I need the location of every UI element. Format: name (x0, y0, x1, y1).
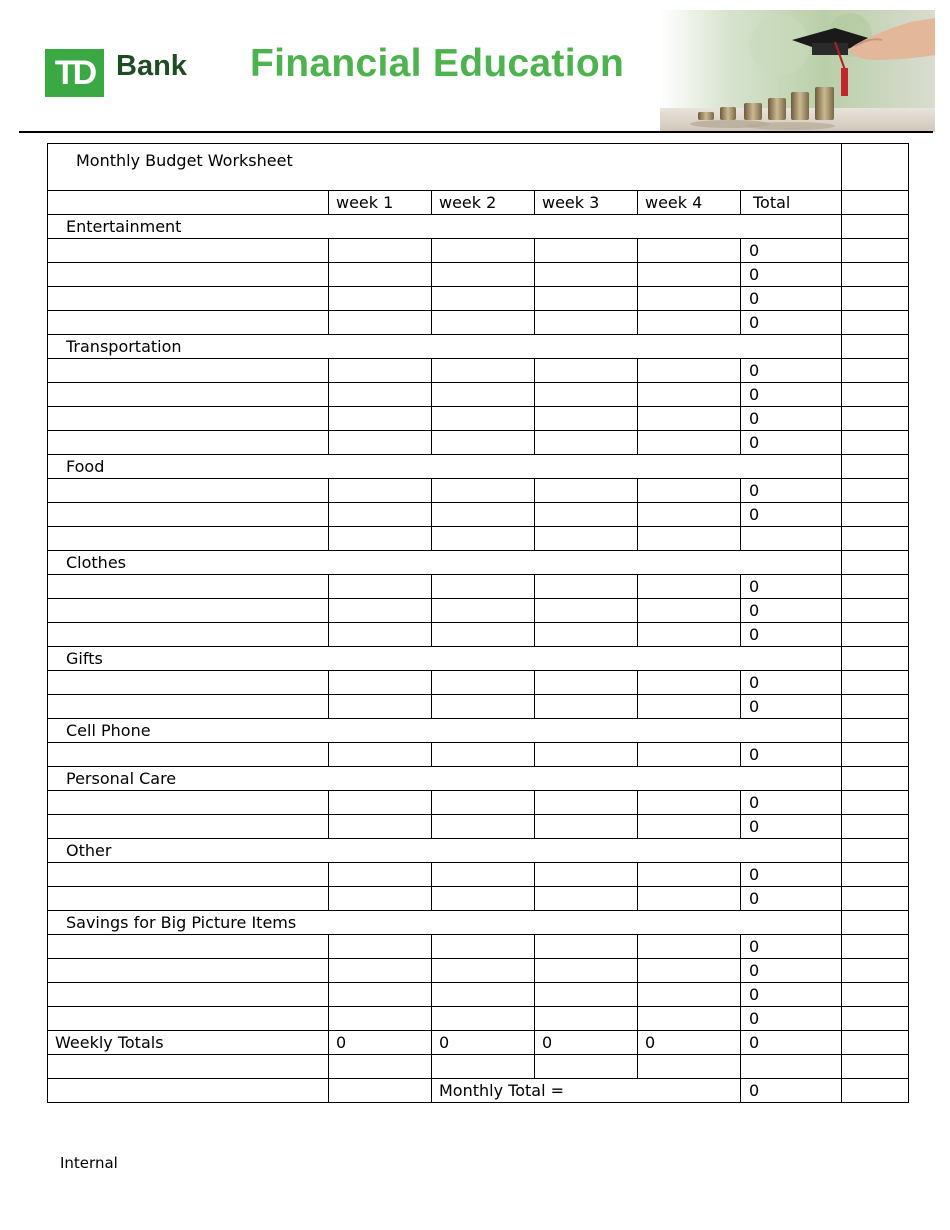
extra-cell (842, 959, 909, 983)
week-4-amount-cell (638, 863, 741, 887)
week-2-amount-cell (432, 863, 535, 887)
extra-cell (842, 791, 909, 815)
line-item-name-cell (48, 479, 329, 503)
week-2-amount-cell (432, 527, 535, 551)
line-total-cell: 0 (741, 287, 842, 311)
week-2-amount-cell (432, 407, 535, 431)
extra-cell (842, 863, 909, 887)
category-header-row (48, 911, 909, 935)
week-4-amount-cell (638, 431, 741, 455)
column-header-week-2: week 2 (432, 191, 535, 215)
week-1-amount-cell (329, 671, 432, 695)
line-total-cell: 0 (741, 383, 842, 407)
week-4-amount-cell (638, 239, 741, 263)
extra-cell (842, 623, 909, 647)
budget-worksheet-table (47, 143, 909, 1103)
line-total-cell: 0 (741, 263, 842, 287)
week-3-amount-cell (535, 527, 638, 551)
week-1-amount-cell (329, 599, 432, 623)
monthly-total-row (48, 1079, 909, 1103)
week-1-amount-cell (329, 959, 432, 983)
blank-cell (432, 1055, 535, 1079)
weekly-totals-label: Weekly Totals (48, 1031, 329, 1055)
extra-cell (842, 815, 909, 839)
line-item-name-cell (48, 791, 329, 815)
extra-cell (842, 144, 909, 191)
week-1-amount-cell (329, 575, 432, 599)
bank-wordmark: Bank (116, 50, 187, 82)
week-2-amount-cell (432, 623, 535, 647)
line-total-cell: 0 (741, 599, 842, 623)
week-4-amount-cell (638, 599, 741, 623)
week-4-amount-cell (638, 407, 741, 431)
category-header-row (48, 839, 909, 863)
category-name: Clothes (48, 551, 842, 575)
week-2-amount-cell (432, 287, 535, 311)
week-3-amount-cell (535, 575, 638, 599)
extra-cell (842, 359, 909, 383)
budget-line-row (48, 791, 909, 815)
extra-cell (842, 575, 909, 599)
week-1-amount-cell (329, 935, 432, 959)
td-logo-mark: TD (54, 54, 95, 92)
category-name: Personal Care (48, 767, 842, 791)
category-header-row (48, 719, 909, 743)
blank-cell (638, 1055, 741, 1079)
classification-label: Internal (60, 1154, 118, 1172)
week-4-amount-cell (638, 959, 741, 983)
week-3-amount-cell (535, 383, 638, 407)
line-total-cell: 0 (741, 743, 842, 767)
line-item-name-cell (48, 695, 329, 719)
line-total-cell: 0 (741, 959, 842, 983)
week-4-amount-cell (638, 815, 741, 839)
week-1-amount-cell (329, 479, 432, 503)
week-3-amount-cell (535, 407, 638, 431)
extra-cell (842, 887, 909, 911)
line-total-cell: 0 (741, 983, 842, 1007)
blank-cell (48, 1055, 329, 1079)
week-1-amount-cell (329, 287, 432, 311)
blank-cell (842, 1055, 909, 1079)
week-4-amount-cell (638, 263, 741, 287)
line-item-name-cell (48, 599, 329, 623)
category-header-row (48, 335, 909, 359)
line-item-name-cell (48, 407, 329, 431)
line-item-name-cell (48, 527, 329, 551)
week-1-amount-cell (329, 359, 432, 383)
extra-cell (842, 215, 909, 239)
week-3-amount-cell (535, 479, 638, 503)
budget-line-row (48, 887, 909, 911)
extra-cell (842, 551, 909, 575)
page-title: Financial Education (250, 42, 625, 85)
budget-line-row (48, 671, 909, 695)
extra-cell (842, 599, 909, 623)
line-total-cell: 0 (741, 935, 842, 959)
week-1-amount-cell (329, 623, 432, 647)
column-header-week-1: week 1 (329, 191, 432, 215)
category-name: Cell Phone (48, 719, 842, 743)
budget-line-row (48, 407, 909, 431)
week-3-amount-cell (535, 959, 638, 983)
line-item-name-cell (48, 815, 329, 839)
week-2-amount-cell (432, 479, 535, 503)
extra-cell (842, 311, 909, 335)
extra-cell (842, 431, 909, 455)
week-4-amount-cell (638, 935, 741, 959)
week-1-amount-cell (329, 527, 432, 551)
graduation-coins-photo (660, 10, 935, 132)
budget-line-row (48, 503, 909, 527)
budget-line-row (48, 743, 909, 767)
line-item-name-cell (48, 863, 329, 887)
budget-line-row (48, 287, 909, 311)
week-2-amount-cell (432, 431, 535, 455)
budget-line-row (48, 863, 909, 887)
budget-line-row (48, 431, 909, 455)
week-4-amount-cell (638, 383, 741, 407)
week-2-amount-cell (432, 239, 535, 263)
week-3-amount-cell (535, 743, 638, 767)
budget-line-row (48, 695, 909, 719)
week-3-amount-cell (535, 287, 638, 311)
week-4-amount-cell (638, 983, 741, 1007)
category-name: Entertainment (48, 215, 842, 239)
week-3-amount-cell (535, 263, 638, 287)
budget-line-row (48, 359, 909, 383)
budget-line-row (48, 623, 909, 647)
budget-line-row (48, 527, 909, 551)
line-item-name-cell (48, 959, 329, 983)
extra-cell (842, 1007, 909, 1031)
td-logo (45, 49, 104, 97)
week-1-amount-cell (329, 791, 432, 815)
week-2-amount-cell (432, 599, 535, 623)
budget-line-row (48, 959, 909, 983)
line-total-cell: 0 (741, 431, 842, 455)
extra-cell (842, 407, 909, 431)
week-1-amount-cell (329, 407, 432, 431)
category-name: Transportation (48, 335, 842, 359)
budget-line-row (48, 935, 909, 959)
extra-cell (842, 239, 909, 263)
line-total-cell: 0 (741, 1007, 842, 1031)
extra-cell (842, 767, 909, 791)
extra-cell (842, 647, 909, 671)
category-name: Gifts (48, 647, 842, 671)
week-4-amount-cell (638, 575, 741, 599)
line-total-cell: 0 (741, 503, 842, 527)
week-2-amount-cell (432, 359, 535, 383)
extra-cell (842, 1079, 909, 1103)
column-header-week-4: week 4 (638, 191, 741, 215)
week-2-amount-cell (432, 791, 535, 815)
week-2-amount-cell (432, 959, 535, 983)
week-1-amount-cell (329, 311, 432, 335)
budget-line-row (48, 983, 909, 1007)
line-total-cell: 0 (741, 815, 842, 839)
weekly-total-week-2: 0 (432, 1031, 535, 1055)
line-total-cell (741, 527, 842, 551)
week-4-amount-cell (638, 671, 741, 695)
weekly-totals-row (48, 1031, 909, 1055)
line-total-cell: 0 (741, 695, 842, 719)
line-item-name-cell (48, 575, 329, 599)
week-4-amount-cell (638, 743, 741, 767)
week-1-amount-cell (329, 815, 432, 839)
line-item-name-cell (48, 239, 329, 263)
week-1-amount-cell (329, 743, 432, 767)
budget-line-row (48, 479, 909, 503)
extra-cell (842, 479, 909, 503)
line-total-cell: 0 (741, 479, 842, 503)
extra-cell (842, 935, 909, 959)
line-item-name-cell (48, 359, 329, 383)
week-4-amount-cell (638, 791, 741, 815)
weekly-grand-total: 0 (741, 1031, 842, 1055)
week-1-amount-cell (329, 887, 432, 911)
line-item-name-cell (48, 503, 329, 527)
week-4-amount-cell (638, 623, 741, 647)
line-item-name-cell (48, 263, 329, 287)
week-2-amount-cell (432, 263, 535, 287)
column-header-total: Total (741, 191, 842, 215)
blank-cell (741, 1055, 842, 1079)
extra-cell (842, 335, 909, 359)
category-header-row (48, 647, 909, 671)
line-total-cell: 0 (741, 575, 842, 599)
line-item-name-cell (48, 935, 329, 959)
week-4-amount-cell (638, 527, 741, 551)
week-1-amount-cell (329, 239, 432, 263)
week-2-amount-cell (432, 983, 535, 1007)
worksheet-title-row (48, 144, 909, 191)
week-3-amount-cell (535, 359, 638, 383)
line-item-name-cell (48, 1007, 329, 1031)
header-divider (19, 131, 933, 133)
line-total-cell: 0 (741, 671, 842, 695)
week-1-amount-cell (329, 503, 432, 527)
line-item-name-cell (48, 623, 329, 647)
line-total-cell: 0 (741, 359, 842, 383)
week-1-amount-cell (329, 383, 432, 407)
week-3-amount-cell (535, 431, 638, 455)
extra-cell (842, 527, 909, 551)
weekly-total-week-4: 0 (638, 1031, 741, 1055)
week-4-amount-cell (638, 887, 741, 911)
line-item-name-cell (48, 743, 329, 767)
week-3-amount-cell (535, 983, 638, 1007)
week-4-amount-cell (638, 287, 741, 311)
week-3-amount-cell (535, 623, 638, 647)
week-3-amount-cell (535, 599, 638, 623)
week-3-amount-cell (535, 791, 638, 815)
budget-line-row (48, 599, 909, 623)
week-2-amount-cell (432, 503, 535, 527)
budget-line-row (48, 383, 909, 407)
extra-cell (842, 983, 909, 1007)
week-1-amount-cell (329, 1007, 432, 1031)
line-item-name-cell (48, 383, 329, 407)
line-total-cell: 0 (741, 863, 842, 887)
week-4-amount-cell (638, 503, 741, 527)
week-4-amount-cell (638, 1007, 741, 1031)
extra-cell (842, 719, 909, 743)
blank-cell (329, 1079, 432, 1103)
week-2-amount-cell (432, 311, 535, 335)
category-header-row (48, 767, 909, 791)
line-item-name-cell (48, 887, 329, 911)
extra-cell (842, 503, 909, 527)
week-4-amount-cell (638, 311, 741, 335)
week-3-amount-cell (535, 863, 638, 887)
week-3-amount-cell (535, 671, 638, 695)
week-3-amount-cell (535, 311, 638, 335)
extra-cell (842, 383, 909, 407)
budget-line-row (48, 311, 909, 335)
blank-cell (329, 1055, 432, 1079)
line-item-name-cell (48, 287, 329, 311)
category-header-row (48, 455, 909, 479)
week-3-amount-cell (535, 695, 638, 719)
week-3-amount-cell (535, 239, 638, 263)
extra-cell (842, 263, 909, 287)
week-2-amount-cell (432, 383, 535, 407)
week-1-amount-cell (329, 863, 432, 887)
extra-cell (842, 455, 909, 479)
week-2-amount-cell (432, 743, 535, 767)
week-3-amount-cell (535, 1007, 638, 1031)
week-1-amount-cell (329, 263, 432, 287)
line-item-name-cell (48, 311, 329, 335)
blank-row (48, 1055, 909, 1079)
week-2-amount-cell (432, 887, 535, 911)
week-2-amount-cell (432, 695, 535, 719)
line-item-name-cell (48, 671, 329, 695)
line-item-name-cell (48, 431, 329, 455)
budget-line-row (48, 239, 909, 263)
week-1-amount-cell (329, 695, 432, 719)
monthly-total-value: 0 (741, 1079, 842, 1103)
extra-cell (842, 839, 909, 863)
weekly-total-week-1: 0 (329, 1031, 432, 1055)
extra-cell (842, 1031, 909, 1055)
week-4-amount-cell (638, 695, 741, 719)
line-item-name-cell (48, 983, 329, 1007)
line-total-cell: 0 (741, 407, 842, 431)
week-3-amount-cell (535, 815, 638, 839)
category-name: Other (48, 839, 842, 863)
budget-line-row (48, 575, 909, 599)
category-header-row (48, 215, 909, 239)
monthly-total-label: Monthly Total = (432, 1079, 741, 1103)
week-4-amount-cell (638, 479, 741, 503)
week-3-amount-cell (535, 503, 638, 527)
blank-cell (48, 1079, 329, 1103)
week-2-amount-cell (432, 671, 535, 695)
blank-cell (535, 1055, 638, 1079)
week-2-amount-cell (432, 815, 535, 839)
budget-line-row (48, 815, 909, 839)
week-4-amount-cell (638, 359, 741, 383)
week-1-amount-cell (329, 431, 432, 455)
line-total-cell: 0 (741, 791, 842, 815)
column-header-row (48, 191, 909, 215)
weekly-total-week-3: 0 (535, 1031, 638, 1055)
column-header-week-3: week 3 (535, 191, 638, 215)
budget-line-row (48, 263, 909, 287)
line-total-cell: 0 (741, 239, 842, 263)
extra-cell (842, 191, 909, 215)
week-2-amount-cell (432, 1007, 535, 1031)
extra-cell (842, 671, 909, 695)
line-total-cell: 0 (741, 623, 842, 647)
line-total-cell: 0 (741, 887, 842, 911)
week-2-amount-cell (432, 575, 535, 599)
category-header-row (48, 551, 909, 575)
week-1-amount-cell (329, 983, 432, 1007)
week-2-amount-cell (432, 935, 535, 959)
extra-cell (842, 743, 909, 767)
extra-cell (842, 695, 909, 719)
extra-cell (842, 287, 909, 311)
extra-cell (842, 911, 909, 935)
week-3-amount-cell (535, 887, 638, 911)
header-blank-cell (48, 191, 329, 215)
category-name: Savings for Big Picture Items (48, 911, 842, 935)
line-total-cell: 0 (741, 311, 842, 335)
week-3-amount-cell (535, 935, 638, 959)
budget-line-row (48, 1007, 909, 1031)
category-name: Food (48, 455, 842, 479)
worksheet-title: Monthly Budget Worksheet (48, 144, 842, 191)
